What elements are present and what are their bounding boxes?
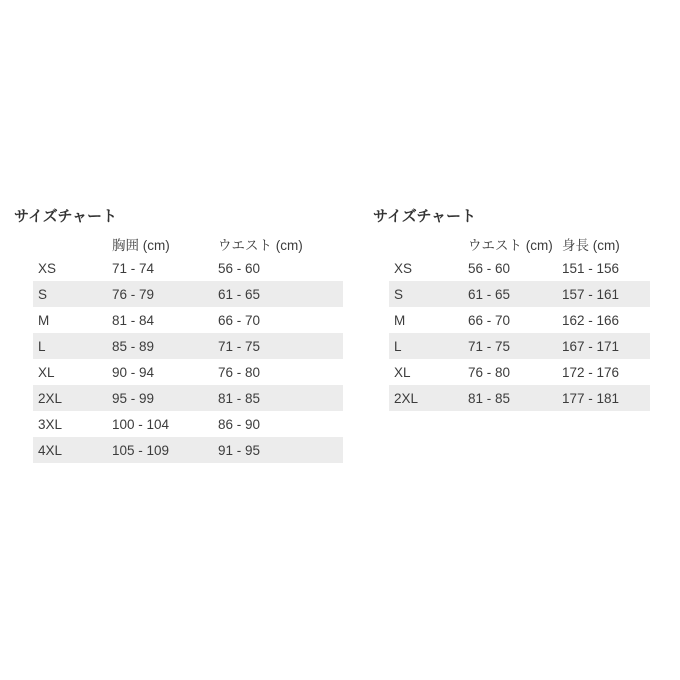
size-chart-title-right: サイズチャート: [373, 208, 477, 225]
size-cell: 3XL: [38, 416, 63, 432]
size-chart-title-left: サイズチャート: [14, 208, 118, 225]
table-header: [389, 232, 650, 255]
size-cell: S: [394, 286, 404, 302]
height-cell: 162 - 166: [562, 312, 620, 328]
height-cell: 177 - 181: [562, 390, 620, 406]
chest-cell: 95 - 99: [112, 390, 155, 406]
table-row: [389, 333, 650, 359]
column-header-size: [33, 232, 110, 255]
waist-cell: 66 - 70: [218, 312, 261, 328]
table-row: [33, 307, 343, 333]
column-header-size: [389, 232, 466, 255]
size-cell: L: [38, 338, 46, 354]
chest-cell: 100 - 104: [112, 416, 170, 432]
waist-cell: 71 - 75: [468, 338, 511, 354]
size-table-chest-waist: [33, 232, 343, 463]
waist-cell: 76 - 80: [468, 364, 511, 380]
size-cell: 2XL: [394, 390, 419, 406]
column-header-waist: ウエスト (cm): [218, 237, 303, 253]
table-row: [33, 281, 343, 307]
column-header-chest: 胸囲 (cm): [112, 237, 170, 253]
table-row: [389, 385, 650, 411]
header-row: [33, 232, 343, 255]
size-cell: L: [394, 338, 402, 354]
table-row: [33, 437, 343, 463]
size-table-waist-height: [389, 232, 650, 411]
waist-cell: 56 - 60: [468, 260, 511, 276]
height-cell: 172 - 176: [562, 364, 620, 380]
size-cell: 4XL: [38, 442, 63, 458]
waist-cell: 86 - 90: [218, 416, 261, 432]
chest-cell: 81 - 84: [112, 312, 155, 328]
table-row: [33, 385, 343, 411]
waist-cell: 76 - 80: [218, 364, 261, 380]
waist-cell: 81 - 85: [218, 390, 261, 406]
waist-cell: 66 - 70: [468, 312, 511, 328]
size-cell: XS: [38, 260, 57, 276]
waist-cell: 61 - 65: [218, 286, 261, 302]
size-cell: M: [394, 312, 406, 328]
height-cell: 157 - 161: [562, 286, 620, 302]
chest-cell: 90 - 94: [112, 364, 155, 380]
header-row: [389, 232, 650, 255]
table-row: [33, 411, 343, 437]
size-cell: XL: [394, 364, 411, 380]
waist-cell: 56 - 60: [218, 260, 261, 276]
size-cell: 2XL: [38, 390, 63, 406]
table-row: [389, 255, 650, 281]
size-cell: M: [38, 312, 50, 328]
waist-cell: 91 - 95: [218, 442, 261, 458]
chest-cell: 71 - 74: [112, 260, 155, 276]
table-header: [33, 232, 343, 255]
size-cell: S: [38, 286, 48, 302]
table-row: [389, 281, 650, 307]
size-cell: XS: [394, 260, 413, 276]
height-cell: 167 - 171: [562, 338, 620, 354]
table-row: [33, 359, 343, 385]
waist-cell: 71 - 75: [218, 338, 261, 354]
waist-cell: 81 - 85: [468, 390, 511, 406]
column-header-waist: ウエスト (cm): [468, 237, 553, 253]
table-row: [389, 359, 650, 385]
chest-cell: 76 - 79: [112, 286, 155, 302]
table-body: [389, 255, 650, 411]
size-cell: XL: [38, 364, 55, 380]
column-header-height: 身長 (cm): [562, 237, 620, 253]
height-cell: 151 - 156: [562, 260, 620, 276]
chest-cell: 85 - 89: [112, 338, 155, 354]
table-row: [33, 255, 343, 281]
chest-cell: 105 - 109: [112, 442, 170, 458]
table-body: [33, 255, 343, 463]
waist-cell: 61 - 65: [468, 286, 511, 302]
table-row: [33, 333, 343, 359]
table-row: [389, 307, 650, 333]
